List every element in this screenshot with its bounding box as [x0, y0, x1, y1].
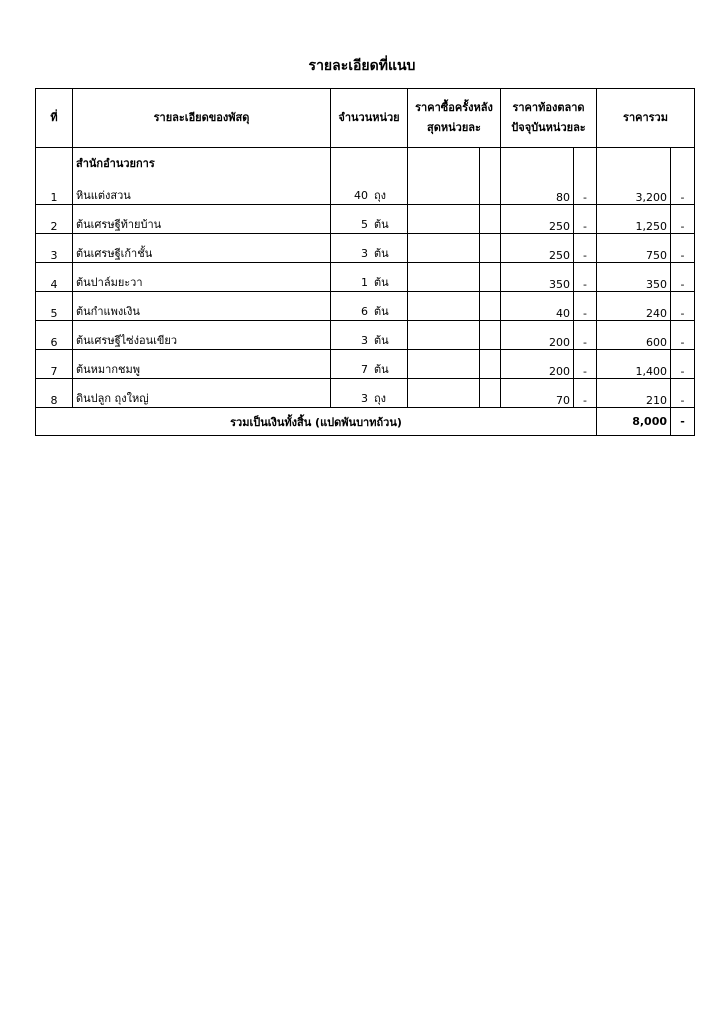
item-last-price — [408, 321, 480, 350]
item-total: 240 — [597, 292, 671, 321]
grand-total-satang: - — [671, 408, 695, 436]
item-market-price: 80 — [501, 148, 574, 205]
item-last-price — [408, 148, 480, 205]
item-description — [73, 379, 331, 408]
item-market-price: 200 — [501, 350, 574, 379]
table-row — [36, 379, 695, 408]
item-total-satang: - — [671, 205, 695, 234]
item-qty-value: 3 — [361, 247, 368, 260]
item-number: 8 — [36, 379, 73, 408]
item-name: ต้นปาล์มยะวา — [76, 276, 143, 289]
header-last-purchase-price: ราคาซื้อครั้งหลังสุดหน่วยละ — [408, 89, 501, 148]
item-number: 7 — [36, 350, 73, 379]
item-description — [73, 148, 331, 205]
item-last-price-satang — [480, 263, 501, 292]
grand-total-row — [36, 408, 695, 436]
item-last-price — [408, 292, 480, 321]
item-market-price: 250 — [501, 234, 574, 263]
table-row — [36, 234, 695, 263]
item-total-satang: - — [671, 148, 695, 205]
grand-total-amount: 8,000 — [597, 408, 671, 436]
item-total: 350 — [597, 263, 671, 292]
item-total-satang: - — [671, 263, 695, 292]
item-market-price-satang: - — [574, 292, 597, 321]
item-last-price-satang — [480, 292, 501, 321]
item-last-price-satang — [480, 205, 501, 234]
item-total-satang: - — [671, 234, 695, 263]
item-market-price-satang: - — [574, 205, 597, 234]
table-row — [36, 205, 695, 234]
table-header-row — [36, 89, 695, 148]
item-last-price — [408, 379, 480, 408]
item-total-satang: - — [671, 321, 695, 350]
item-quantity — [331, 292, 408, 321]
item-qty-value: 6 — [361, 305, 368, 318]
item-market-price-satang: - — [574, 234, 597, 263]
item-quantity — [331, 263, 408, 292]
item-qty-value: 3 — [361, 334, 368, 347]
item-quantity — [331, 379, 408, 408]
item-name: ต้นเศรษฐีเก้าชั้น — [76, 247, 153, 260]
header-no: ที่ — [36, 89, 73, 148]
item-total: 750 — [597, 234, 671, 263]
item-last-price — [408, 263, 480, 292]
item-description — [73, 292, 331, 321]
item-last-price — [408, 350, 480, 379]
item-quantity — [331, 234, 408, 263]
item-total: 210 — [597, 379, 671, 408]
item-description — [73, 205, 331, 234]
item-market-price: 250 — [501, 205, 574, 234]
table-row — [36, 292, 695, 321]
item-qty-value: 5 — [361, 218, 368, 231]
item-last-price-satang — [480, 234, 501, 263]
item-total-satang: - — [671, 292, 695, 321]
item-unit: ต้น — [374, 276, 389, 289]
grand-total-label: รวมเป็นเงินทั้งสิ้น (แปดพันบาทถ้วน) — [36, 408, 597, 436]
table-row — [36, 321, 695, 350]
table-body — [36, 148, 695, 408]
item-name: หินแต่งสวน — [76, 189, 131, 202]
item-unit: ต้น — [374, 363, 389, 376]
item-last-price-satang — [480, 148, 501, 205]
header-market-price: ราคาท้องตลาดปัจจุบันหน่วยละ — [501, 89, 597, 148]
item-total: 1,400 — [597, 350, 671, 379]
item-quantity — [331, 205, 408, 234]
item-last-price-satang — [480, 379, 501, 408]
item-qty-value: 7 — [361, 363, 368, 376]
section-label: สำนักอำนวยการ — [76, 157, 155, 170]
item-description — [73, 234, 331, 263]
item-name: ดินปลูก ถุงใหญ่ — [76, 392, 149, 405]
header-total-price: ราคารวม — [597, 89, 695, 148]
item-last-price — [408, 205, 480, 234]
item-number: 5 — [36, 292, 73, 321]
item-description — [73, 350, 331, 379]
item-qty-value: 1 — [361, 276, 368, 289]
item-market-price: 350 — [501, 263, 574, 292]
table-row — [36, 350, 695, 379]
item-market-price: 70 — [501, 379, 574, 408]
item-qty-value: 40 — [354, 189, 368, 202]
attachment-table — [35, 88, 695, 436]
item-total: 1,250 — [597, 205, 671, 234]
item-unit: ถุง — [374, 392, 387, 405]
item-market-price: 40 — [501, 292, 574, 321]
item-quantity — [331, 148, 408, 205]
item-total-satang: - — [671, 350, 695, 379]
item-quantity — [331, 350, 408, 379]
header-description: รายละเอียดของพัสดุ — [73, 89, 331, 148]
item-number: 2 — [36, 205, 73, 234]
item-number: 4 — [36, 263, 73, 292]
item-number: 1 — [36, 148, 73, 205]
item-name: ต้นกำแพงเงิน — [76, 305, 140, 318]
item-unit: ต้น — [374, 247, 389, 260]
item-last-price-satang — [480, 321, 501, 350]
item-unit: ต้น — [374, 334, 389, 347]
item-number: 3 — [36, 234, 73, 263]
item-unit: ต้น — [374, 218, 389, 231]
item-name: ต้นหมากชมพู — [76, 363, 140, 376]
item-last-price — [408, 234, 480, 263]
item-market-price-satang: - — [574, 350, 597, 379]
item-total: 3,200 — [597, 148, 671, 205]
page-title: รายละเอียดที่แนบ — [308, 58, 416, 74]
header-quantity: จำนวนหน่วย — [331, 89, 408, 148]
item-market-price: 200 — [501, 321, 574, 350]
item-number: 6 — [36, 321, 73, 350]
item-unit: ถุง — [374, 189, 387, 202]
item-last-price-satang — [480, 350, 501, 379]
item-market-price-satang: - — [574, 321, 597, 350]
item-name: ต้นเศรษฐีท้ายบ้าน — [76, 218, 162, 231]
item-description — [73, 263, 331, 292]
item-description — [73, 321, 331, 350]
item-market-price-satang: - — [574, 263, 597, 292]
item-total: 600 — [597, 321, 671, 350]
item-total-satang: - — [671, 379, 695, 408]
item-qty-value: 3 — [361, 392, 368, 405]
item-quantity — [331, 321, 408, 350]
table-row — [36, 148, 695, 205]
item-unit: ต้น — [374, 305, 389, 318]
item-market-price-satang: - — [574, 379, 597, 408]
item-market-price-satang: - — [574, 148, 597, 205]
table-row — [36, 263, 695, 292]
item-name: ต้นเศรษฐีไซ่ง่อนเขียว — [76, 334, 178, 347]
